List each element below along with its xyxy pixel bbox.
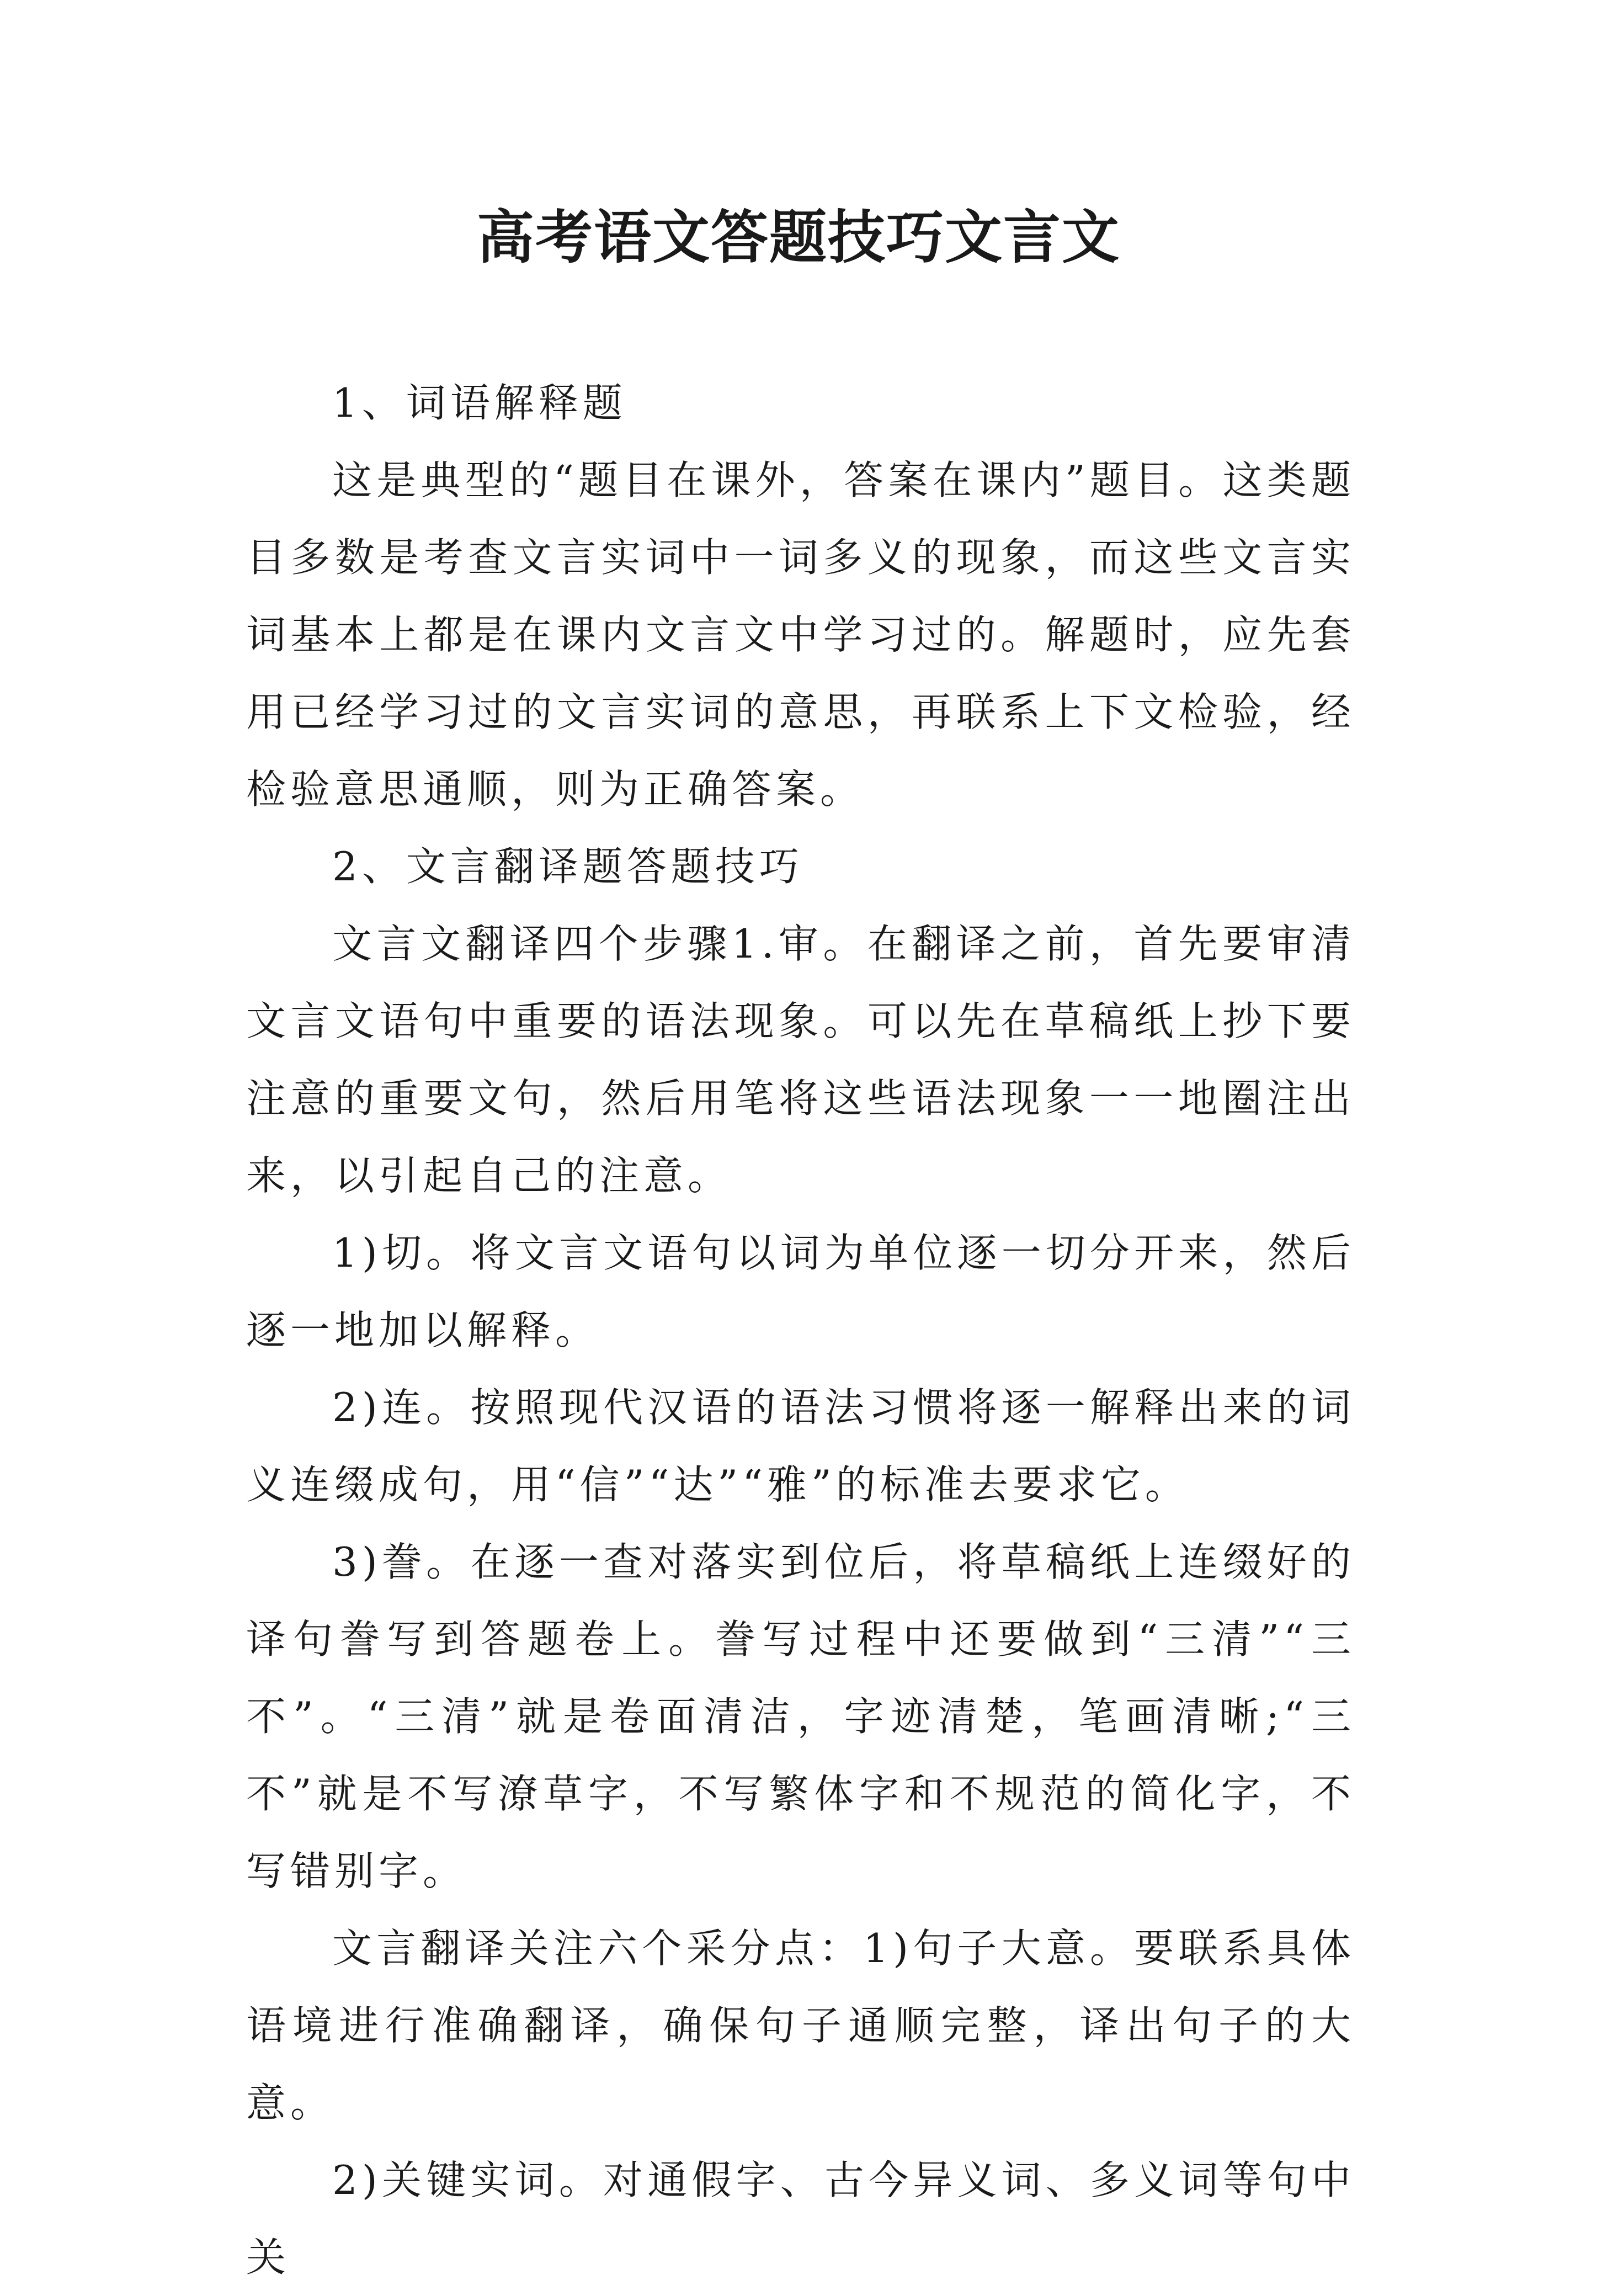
paragraph-key-words: 2)关键实词。对通假字、古今异义词、多义词等句中关 (246, 2157, 1355, 2281)
paragraph-step-connect: 2)连。按照现代汉语的语法习惯将逐一解释出来的词义连缀成句，用“信”“达”“雅”的标准去要求它。 (246, 1384, 1355, 1508)
paragraph-translation-steps: 文言文翻译四个步骤1.审。在翻译之前，首先要审清文言文语句中重要的语法现象。可以先在草稿纸上抄下要注意的重要文句，然后用笔将这些语法现象一一地圈注出来，以引起自己的注意。 (246, 921, 1355, 1199)
paragraph-scoring-points: 文言翻译关注六个采分点：1)句子大意。要联系具体语境进行准确翻译，确保句子通顺完整，译出句子的大意。 (246, 1925, 1355, 2126)
section-heading-translation: 2、文言翻译题答题技巧 (332, 843, 803, 890)
paragraph-word-explanation: 这是典型的“题目在课外，答案在课内”题目。这类题目多数是考查文言实词中一词多义的现象，而这些文言实词基本上都是在课内文言文中学习过的。解题时，应先套用已经学习过的文言实词的意思，再联系上下文检验，经检验意思通顺，则为正确答案。 (246, 457, 1355, 812)
page-title: 高考语文答题技巧文言文 (476, 203, 1120, 271)
paragraph-step-copy: 3)誊。在逐一查对落实到位后，将草稿纸上连缀好的译句誊写到答题卷上。誊写过程中还要做到“三清”“三不”。“三清”就是卷面清洁，字迹清楚，笔画清晰;“三不”就是不写潦草字，不写繁体字和不规范的简化字，不写错别字。 (246, 1539, 1355, 1894)
paragraph-step-cut: 1)切。将文言文语句以词为单位逐一切分开来，然后逐一地加以解释。 (246, 1230, 1355, 1353)
section-heading-word-explanation: 1、词语解释题 (332, 380, 627, 426)
document-body (246, 364, 1355, 2296)
